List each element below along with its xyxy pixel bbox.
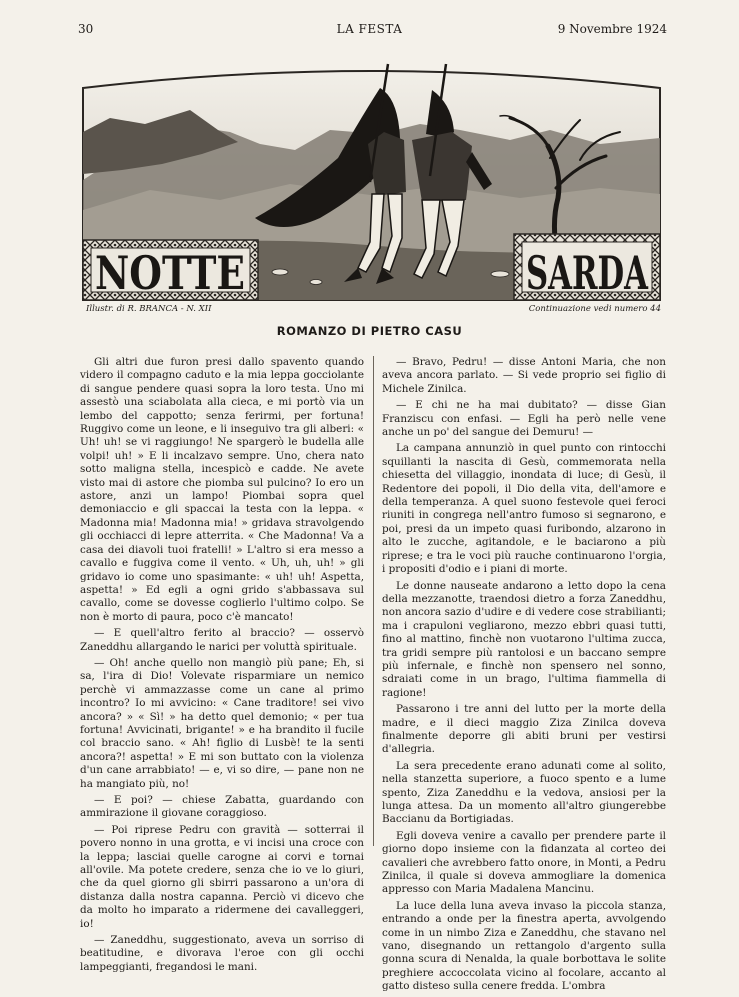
paragraph: — Bravo, Pedru! — disse Antoni Maria, che non aveva ancora parlato. — Si vede proprio sei figlio di Michele Zinilca. — [382, 356, 666, 395]
paragraph: Passarono i tre anni del lutto per la morte della madre, e il dieci maggio Ziza Zinilca doveva finalmente deporre gli abiti bruni per vestirsi d'allegria. — [382, 703, 666, 756]
illustration-credit: Illustr. di R. BRANCA - N. XII — [86, 304, 212, 314]
paragraph: Egli doveva venire a cavallo per prendere parte il giorno dopo insieme con la fidanzata al corteo dei cavalieri che avrebbero fatto onore, in Monti, a Pedru Zinilca, il quale si doveva ammogliare la domenica appresso con Maria Madalena Mancinu. — [382, 829, 666, 896]
paragraph: — Oh! anche quello non mangiò più pane; Eh, si sa, l'ira di Dio! Volevate risparmiare un nemico perchè vi ammazzasse come un cane al primo incontro? Io mi avvicino: « Cane traditore! sei vivo ancora? » « Sì! » ha detto quel demonio; « per tua fortuna! Avvicinati, brigante! » e ha brandito il fucile col braccio sano. « Ah! figlio di Lusbè! te la senti ancora?! aspetta! » E mi son buttato con la violenza d'un cane arrabbiato! — e, vi so dire, — pane non ne ha mangiato più, no! — [80, 656, 364, 790]
paragraph: Le donne nauseate andarono a letto dopo la cena della mezzanotte, traendosi dietro a forza Zaneddhu, non ancora sazio d'udire e di vedere cose strabilianti; ma i crapuloni vegliarono, mezzo ebbri quasi tutti, fino al mattino, finchè non vuotarono l'ultima zucca, tra gridi sempre più rantolosi e un baccano sempre più infernale, e finchè non spensero nel sonno, sdraiati come in un brago, l'ultima fiammella di ragione! — [382, 579, 666, 699]
column-rule — [373, 356, 374, 846]
continuation-note: Continuazione vedi numero 44 — [528, 304, 661, 314]
title-illustration — [80, 60, 663, 318]
paragraph: La campana annunziò in quel punto con rintocchi squillanti la nascita di Gesù, commemorata nella chiesetta del villaggio, inondata di luce; di Gesù, il Redentore dei popoli, il Dio della vita, dell'amore e della temperanza. A quel suono festevole quei feroci riuniti in congrega nell'antro fumoso si segnarono, e poi, presi da un impeto quasi furibondo, alzarono in alto le zucche, agitandole, e le baciarono a più riprese; e tra le voci più rauche continuarono l'orgia, i propositi d'odio e i piani di morte. — [382, 442, 666, 576]
title-word-right: SARDA — [526, 246, 649, 300]
paragraph: — Poi riprese Pedru con gravità — sotterrai il povero nonno in una grotta, e vi incisi una croce con la leppa; lasciai quelle carogne ai corvi e tornai all'ovile. Ma potete credere, senza che io ve lo giuri, che da quel giorno gli sbirri passarono a un'ora di distanza dalla nostra capanna. Perciò vi dicevo che da molto ho imparato a ridermene dei cavalleggeri, io! — [80, 823, 364, 930]
paragraph: — E quell'altro ferito al braccio? — osservò Zaneddhu allargando le narici per voluttà spirituale. — [80, 627, 364, 653]
text-column-right — [382, 356, 666, 997]
novel-byline: ROMANZO DI PIETRO CASU — [276, 324, 463, 338]
magazine-title: LA FESTA — [336, 22, 403, 36]
paragraph: La luce della luna aveva invaso la piccola stanza, entrando a onde per la finestra aperta, avvolgendo come in un nimbo Ziza e Zaneddhu, che stavano nel vano, disegnando un rettangolo d'argento sulla gonna scura di Nenalda, la quale borbottava le solite preghiere accoccolata vicino al focolare, accanto al gatto disteso sulla cenere fredda. L'ombra — [382, 899, 666, 993]
paragraph: — E poi? — chiese Zabatta, guardando con ammirazione il giovane coraggioso. — [80, 794, 364, 820]
text-column-left — [80, 356, 364, 977]
issue-date: 9 Novembre 1924 — [557, 22, 667, 36]
paragraph: — Zaneddhu, suggestionato, aveva un sorriso di beatitudine, e divorava l'eroe con gli occhi lampeggianti, fregandosi le mani. — [80, 934, 364, 973]
paragraph: — E chi ne ha mai dubitato? — disse Gian Franziscu con enfasi. — Egli ha però nelle vene anche un po' del sangue dei Demuru! — — [382, 399, 666, 439]
page-header — [0, 22, 739, 42]
paragraph: La sera precedente erano adunati come al solito, nella stanzetta superiore, a fuoco spento e a lume spento, Ziza Zaneddhu e la vedova, ansiosi per la lunga attesa. Da un momento all'altro giungerebbe Baccianu da Bortigiadas. — [382, 759, 666, 826]
title-word-left: NOTTE — [95, 246, 245, 300]
page-number: 30 — [78, 22, 94, 36]
paragraph: Gli altri due furon presi dallo spavento quando videro il compagno caduto e la mia leppa gocciolante di sangue pendere quasi sopra la loro testa. Uno mi assestò una sciabolata alla cieca, e mi portò via un lembo del cappotto; senza ferirmi, per fortuna! Ruggivo come un leone, e li inseguivo tra gli alberi: « Uh! uh! se vi raggiungo! Ne spargerò le budella alle volpi! uh! » E li incalzavo sempre. Uno, chera nato sotto maligna stella, incespicò e cadde. Ne avete visto mai di astore che piomba sul pulcino? Io ero un astore, anzi un lampo! Piombai sopra quel demoniaccio e gli spaccai la testa con la leppa. « Madonna mia! Madonna mia! » gridava stravolgendo gli occhiacci di lepre atterrita. « Che Madonna! Va a casa dei diavoli tuoi fratelli! » L'altro si era messo a cavallo e fuggiva come il vento. « Uh, uh, uh! » gli gridavo io come uno spasimante: « uh! uh! Aspetta, aspetta! » Ed egli a ogni grido s'abbassava sul cavallo, come se dovesse coglierlo l'ultimo colpo. Se non è morto di paura, poco c'è mancato! — [80, 356, 364, 623]
